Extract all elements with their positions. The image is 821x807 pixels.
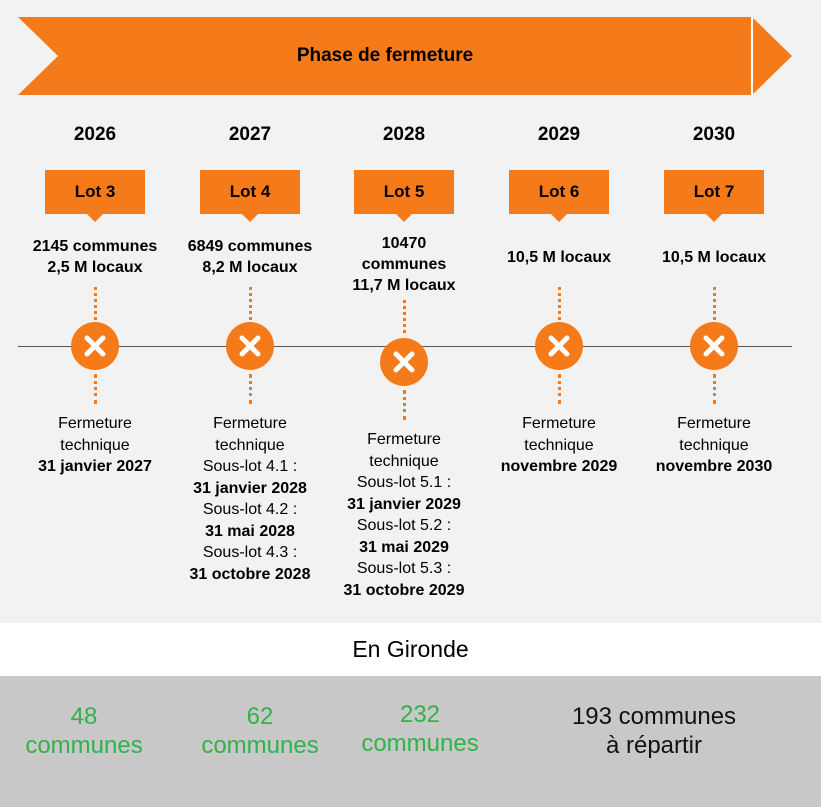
count-line: 8,2 M locaux <box>202 259 298 276</box>
closure-text: Sous-lot 4.3 : <box>202 544 298 561</box>
closure-text: Fermeture <box>677 415 751 432</box>
closure-text: Sous-lot 5.2 : <box>356 517 452 534</box>
lot-label: Lot 5 <box>383 182 425 201</box>
closure-text: technique <box>215 436 285 454</box>
connector-dots <box>713 374 716 404</box>
closure-date: 31 octobre 2029 <box>343 581 465 599</box>
closure-date: 31 mai 2028 <box>205 522 295 540</box>
stat-line: 62 <box>246 703 274 730</box>
closure-date: 31 mai 2029 <box>359 538 449 556</box>
lot-label: Lot 3 <box>74 182 116 201</box>
year-label: 2027 <box>228 124 272 145</box>
connector-dots <box>558 374 561 404</box>
closure-details <box>474 413 644 478</box>
closure-text: Sous-lot 4.2 : <box>202 501 298 518</box>
closure-text: Sous-lot 5.3 : <box>356 560 452 577</box>
lot-counts <box>324 233 484 296</box>
connector-dots <box>713 287 716 320</box>
closure-text: Sous-lot 4.1 : <box>202 458 298 475</box>
closure-text: technique <box>524 436 594 454</box>
stat-line: à répartir <box>605 732 703 759</box>
closure-details <box>319 429 489 601</box>
closure-date: novembre 2029 <box>500 458 618 475</box>
year-label: 2026 <box>73 124 117 145</box>
stat-line: communes <box>361 730 479 757</box>
count-line: 6849 communes <box>187 238 313 255</box>
count-line: communes <box>361 256 447 273</box>
stat-line: communes <box>201 732 319 759</box>
closure-details <box>629 413 799 478</box>
gironde-title: En Gironde <box>352 636 469 662</box>
lot-label: Lot 7 <box>693 182 735 201</box>
count-line: 2,5 M locaux <box>47 259 143 276</box>
closure-text: technique <box>369 452 439 470</box>
gironde-band <box>0 676 821 807</box>
closure-date: 31 janvier 2028 <box>193 479 307 497</box>
lot-counts <box>170 236 330 278</box>
year-label: 2028 <box>382 124 426 145</box>
lot-label: Lot 4 <box>229 182 271 201</box>
closure-text: Fermeture <box>367 431 441 448</box>
connector-dots <box>249 287 252 320</box>
connector-dots <box>558 287 561 320</box>
closure-date: 31 janvier 2027 <box>38 458 152 475</box>
closure-details <box>165 413 335 585</box>
phase-title: Phase de fermeture <box>296 45 474 66</box>
closure-text: Fermeture <box>522 415 596 432</box>
closure-date: 31 octobre 2028 <box>189 565 311 583</box>
closure-text: Fermeture <box>213 415 287 432</box>
stat-line: 232 <box>399 701 441 728</box>
stat-line: 193 communes <box>571 703 737 730</box>
count-line: 2145 communes <box>32 238 158 255</box>
lot-label: Lot 6 <box>538 182 580 201</box>
x-icon <box>71 322 119 370</box>
x-icon <box>535 322 583 370</box>
year-label: 2029 <box>537 124 581 145</box>
year-label: 2030 <box>692 124 736 145</box>
closure-text: Fermeture <box>58 415 132 432</box>
gironde-stat <box>300 700 540 758</box>
count-line: 10470 <box>381 235 427 252</box>
closure-date: 31 janvier 2029 <box>347 495 461 513</box>
connector-dots <box>403 300 406 333</box>
lot-counts <box>634 247 794 268</box>
x-icon <box>690 322 738 370</box>
connector-dots <box>94 287 97 320</box>
stat-line: communes <box>25 732 143 759</box>
connector-dots <box>403 390 406 420</box>
count-line: 11,7 M locaux <box>352 277 456 294</box>
count-line: 10,5 M locaux <box>506 249 612 266</box>
closure-date: novembre 2030 <box>655 458 773 475</box>
closure-text: technique <box>60 436 130 454</box>
x-icon <box>226 322 274 370</box>
closure-details <box>10 413 180 478</box>
lot-counts <box>479 247 639 268</box>
lot-counts <box>15 236 175 278</box>
closure-text: technique <box>679 436 749 454</box>
connector-dots <box>249 374 252 404</box>
x-icon <box>380 338 428 386</box>
connector-dots <box>94 374 97 404</box>
gironde-stat <box>534 702 774 760</box>
closure-text: Sous-lot 5.1 : <box>356 474 452 491</box>
count-line: 10,5 M locaux <box>661 249 767 266</box>
stat-line: 48 <box>70 703 98 730</box>
